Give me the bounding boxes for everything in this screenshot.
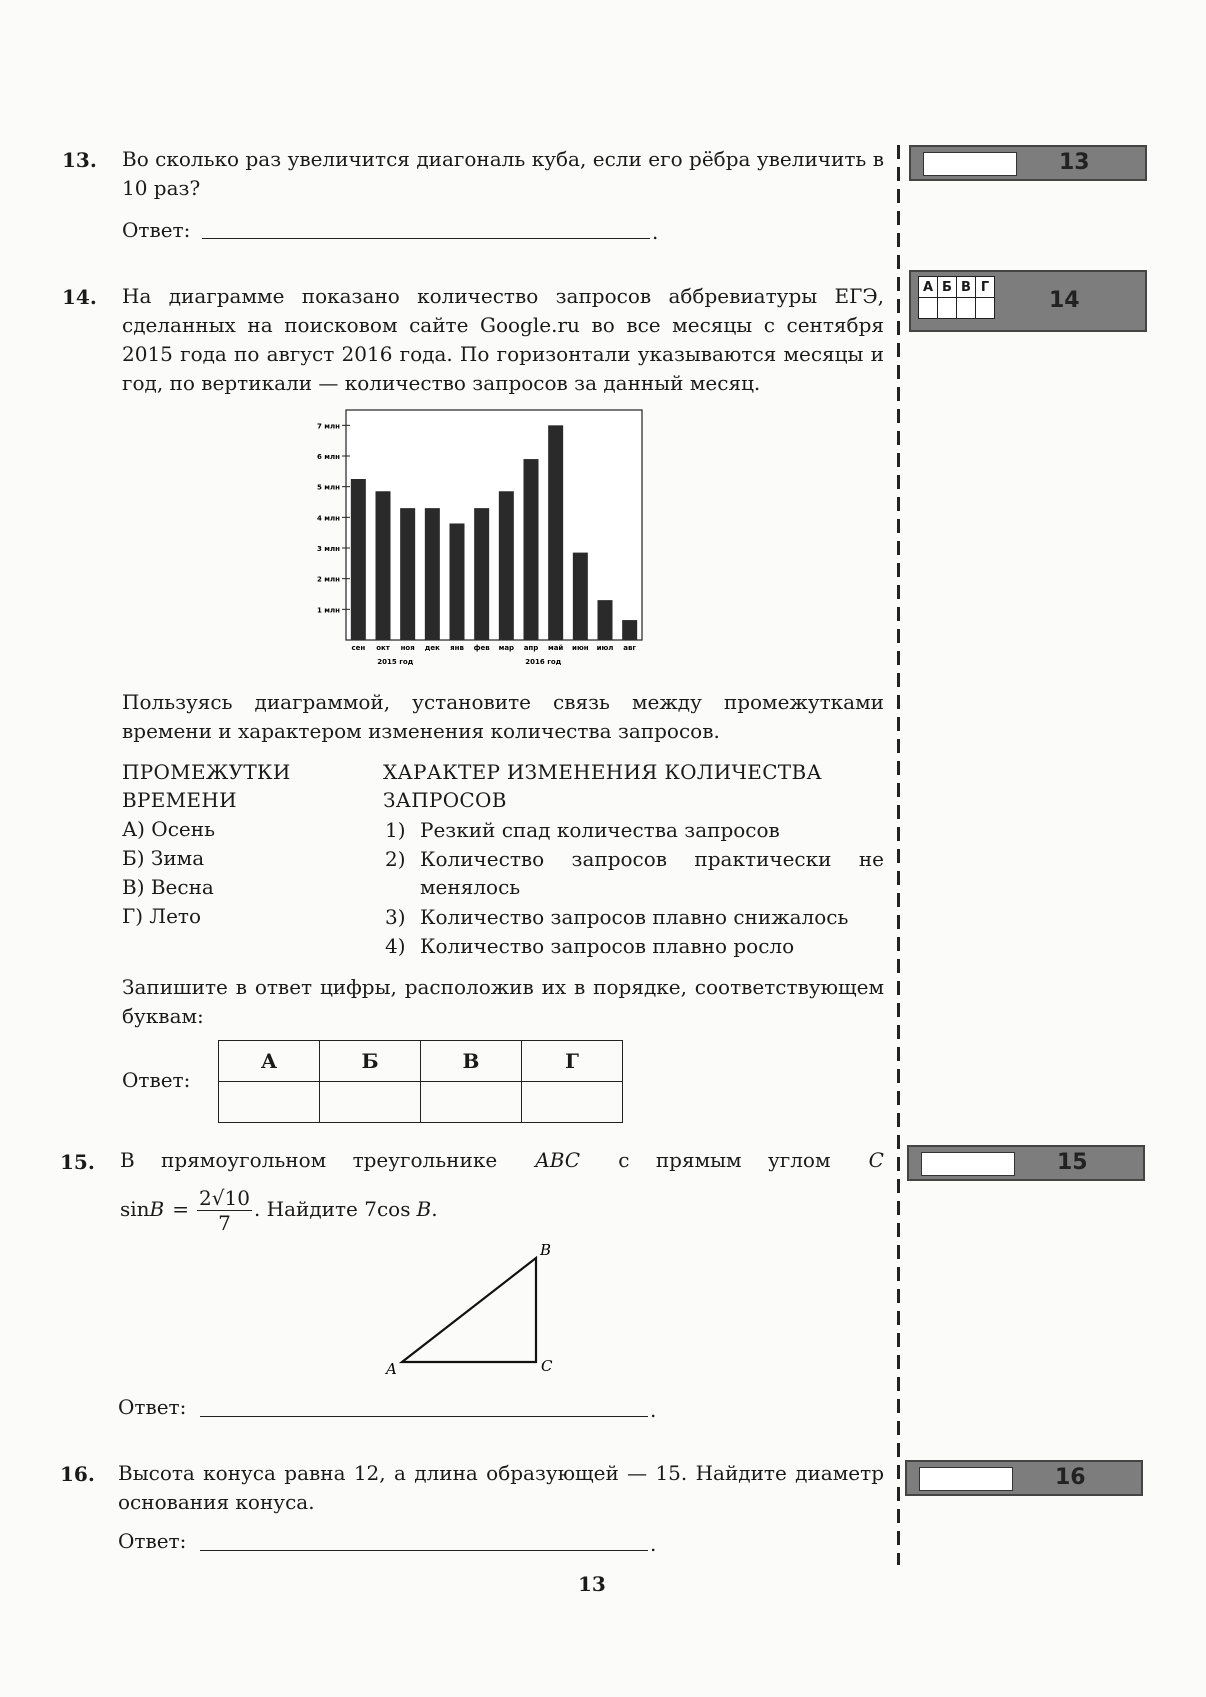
y-tick-label: 1 млн	[317, 606, 340, 615]
page-number: 13	[578, 1572, 606, 1596]
q14-grid-letter-v: В	[957, 277, 976, 298]
bar-мар	[499, 491, 514, 640]
q15-line2	[120, 1182, 438, 1235]
margin-dashed-line	[897, 145, 900, 1565]
q14-bar-chart	[290, 405, 660, 670]
y-tick-label: 2 млн	[317, 575, 340, 584]
q15-sin-prefix: sin	[120, 1196, 150, 1221]
q14-col2-header-2: ЗАПРОСОВ	[383, 788, 507, 812]
q15-triangle-figure	[380, 1240, 560, 1380]
vertex-label-b: B	[540, 1241, 552, 1259]
q15-line1	[120, 1148, 884, 1172]
q14-answer-cell-v[interactable]	[421, 1082, 522, 1123]
q14-period-g: Г) Лето	[122, 904, 202, 928]
q14-answer-cell-b[interactable]	[320, 1082, 421, 1123]
x-tick-label: мар	[498, 644, 515, 652]
x-tick-label: окт	[376, 644, 390, 652]
y-tick-label: 7 млн	[317, 422, 340, 431]
q14-answer-label: Ответ:	[122, 1068, 191, 1092]
q15-c: C	[868, 1148, 884, 1172]
bar-янв	[450, 523, 465, 640]
x-tick-label: ноя	[400, 644, 415, 652]
q15-abc: ABC	[535, 1148, 581, 1172]
q13-text: Во сколько раз увеличится диагональ куба, если его рёбра увеличить в 10 раз?	[122, 147, 884, 200]
year-label: 2015 год	[377, 658, 414, 666]
q13-number: 13.	[62, 148, 97, 172]
q14-answer-header-g: Г	[522, 1041, 623, 1082]
q14-answer-header-a: А	[219, 1041, 320, 1082]
q14-text: На диаграмме показано количество запросов аббревиатуры ЕГЭ, сделанных на поисковом сайте Google.ru во все месяцы с сентября 2015 года по август 2016 года. По горизонтали указываются месяцы и год, по вертикали — количество запросов за данный месяц.	[122, 284, 884, 395]
q14-answer-header-b: Б	[320, 1041, 421, 1082]
q15-text-a: В прямоугольном треугольнике	[120, 1148, 498, 1172]
q16-text: Высота конуса равна 12, а длина образующей — 15. Найдите диаметр основания конуса.	[118, 1461, 884, 1514]
q13-answer-field[interactable]	[202, 238, 650, 239]
q13-answer-label: Ответ:	[122, 218, 191, 242]
q14-instruction: Запишите в ответ цифры, расположив их в порядке, соответствующем буквам:	[122, 975, 884, 1028]
q14-answer-header-v: В	[421, 1041, 522, 1082]
q13-answer-slot[interactable]	[923, 152, 1017, 176]
q14-change-1-text: Резкий спад количества запросов	[420, 818, 780, 842]
q15-side-number: 15	[1057, 1150, 1088, 1175]
q14-change-3-text: Количество запросов плавно снижалось	[420, 905, 849, 929]
bar-ноя	[400, 508, 415, 640]
q15-sin-var: B	[149, 1196, 165, 1221]
bar-дек	[425, 508, 440, 640]
q14-answer-cell-a[interactable]	[219, 1082, 320, 1123]
x-tick-label: июн	[572, 644, 589, 652]
q14-change-1-num: 1)	[385, 818, 406, 842]
bar-авг	[622, 620, 637, 640]
q14-change-2-num: 2)	[385, 847, 406, 871]
q14-grid-letter-g: Г	[976, 277, 995, 298]
q15-answer-label: Ответ:	[118, 1395, 187, 1419]
x-tick-label: апр	[523, 644, 539, 652]
q16-answer-slot[interactable]	[919, 1467, 1013, 1491]
x-tick-label: янв	[450, 644, 464, 652]
q14-change-4-num: 4)	[385, 934, 406, 958]
q16-number: 16.	[60, 1462, 95, 1486]
q15-answer-slot[interactable]	[921, 1152, 1015, 1176]
q15-fraction	[197, 1186, 252, 1235]
q14-text2: Пользуясь диаграммой, установите связь между промежутками времени и характером изменения количества запросов.	[122, 690, 884, 743]
y-tick-label: 5 млн	[317, 483, 340, 492]
q15-side-box	[907, 1145, 1145, 1181]
q15-answer-dot: .	[650, 1398, 657, 1422]
q14-grid-cell-a[interactable]	[919, 298, 938, 319]
q14-period-a: А) Осень	[122, 817, 215, 841]
y-tick-label: 6 млн	[317, 453, 340, 461]
q14-side-box	[909, 270, 1147, 332]
q13-side-box	[909, 145, 1147, 181]
q14-grid-letter-b: Б	[938, 277, 957, 298]
q14-side-number: 14	[1049, 288, 1080, 313]
x-tick-label: июл	[596, 644, 614, 652]
bar-апр	[524, 459, 539, 640]
q14-answer-cell-g[interactable]	[522, 1082, 623, 1123]
q14-number: 14.	[62, 285, 97, 309]
q15-text-b: с прямым углом	[618, 1148, 831, 1172]
q15-number: 15.	[60, 1150, 95, 1174]
q15-answer-field[interactable]	[200, 1416, 648, 1417]
x-tick-label: авг	[623, 644, 637, 652]
q14-period-b: Б) Зима	[122, 846, 205, 870]
q13-side-number: 13	[1059, 150, 1090, 175]
y-tick-label: 4 млн	[317, 514, 340, 523]
x-tick-label: май	[547, 644, 564, 652]
q14-grid-cell-b[interactable]	[938, 298, 957, 319]
q14-change-4-text: Количество запросов плавно росло	[420, 934, 795, 958]
q14-col2-header-1: ХАРАКТЕР ИЗМЕНЕНИЯ КОЛИЧЕСТВА	[383, 760, 822, 784]
q14-col1-header-1: ПРОМЕЖУТКИ	[122, 760, 291, 784]
bar-сен	[351, 479, 366, 640]
vertex-label-a: A	[386, 1360, 397, 1378]
q15-eq: =	[172, 1196, 190, 1221]
y-tick-label: 3 млн	[317, 545, 340, 553]
q14-col1-header-2: ВРЕМЕНИ	[122, 788, 237, 812]
q15-find-var: B	[416, 1196, 432, 1221]
q15-frac-den: 7	[218, 1211, 231, 1235]
bar-фев	[474, 508, 489, 640]
q14-letter-grid	[918, 276, 995, 319]
x-tick-label: сен	[351, 644, 366, 652]
q16-answer-label: Ответ:	[118, 1529, 187, 1553]
x-tick-label: фев	[473, 644, 490, 652]
q14-change-3-num: 3)	[385, 905, 406, 929]
bar-окт	[376, 491, 391, 640]
q14-change-2-text: Количество запросов практически не менялось	[420, 847, 884, 899]
q15-find-end: .	[431, 1196, 438, 1221]
vertex-label-c: C	[541, 1357, 553, 1375]
bar-июн	[573, 553, 588, 640]
q15-frac-num: 2√10	[199, 1186, 250, 1210]
q14-grid-letter-a: А	[919, 277, 938, 298]
triangle-abc	[402, 1258, 536, 1362]
bar-июл	[598, 600, 613, 640]
q16-answer-field[interactable]	[200, 1550, 648, 1551]
q16-side-box	[905, 1460, 1143, 1496]
q14-answer-table	[218, 1040, 623, 1123]
year-label: 2016 год	[525, 658, 562, 666]
q15-find: . Найдите 7cos	[253, 1196, 411, 1221]
q13-answer-dot: .	[652, 220, 659, 244]
q14-period-v: В) Весна	[122, 875, 214, 899]
q14-grid-cell-v[interactable]	[957, 298, 976, 319]
q14-grid-cell-g[interactable]	[976, 298, 995, 319]
x-tick-label: дек	[424, 644, 440, 652]
q16-answer-dot: .	[650, 1532, 657, 1556]
q16-side-number: 16	[1055, 1465, 1086, 1490]
bar-май	[548, 425, 563, 640]
